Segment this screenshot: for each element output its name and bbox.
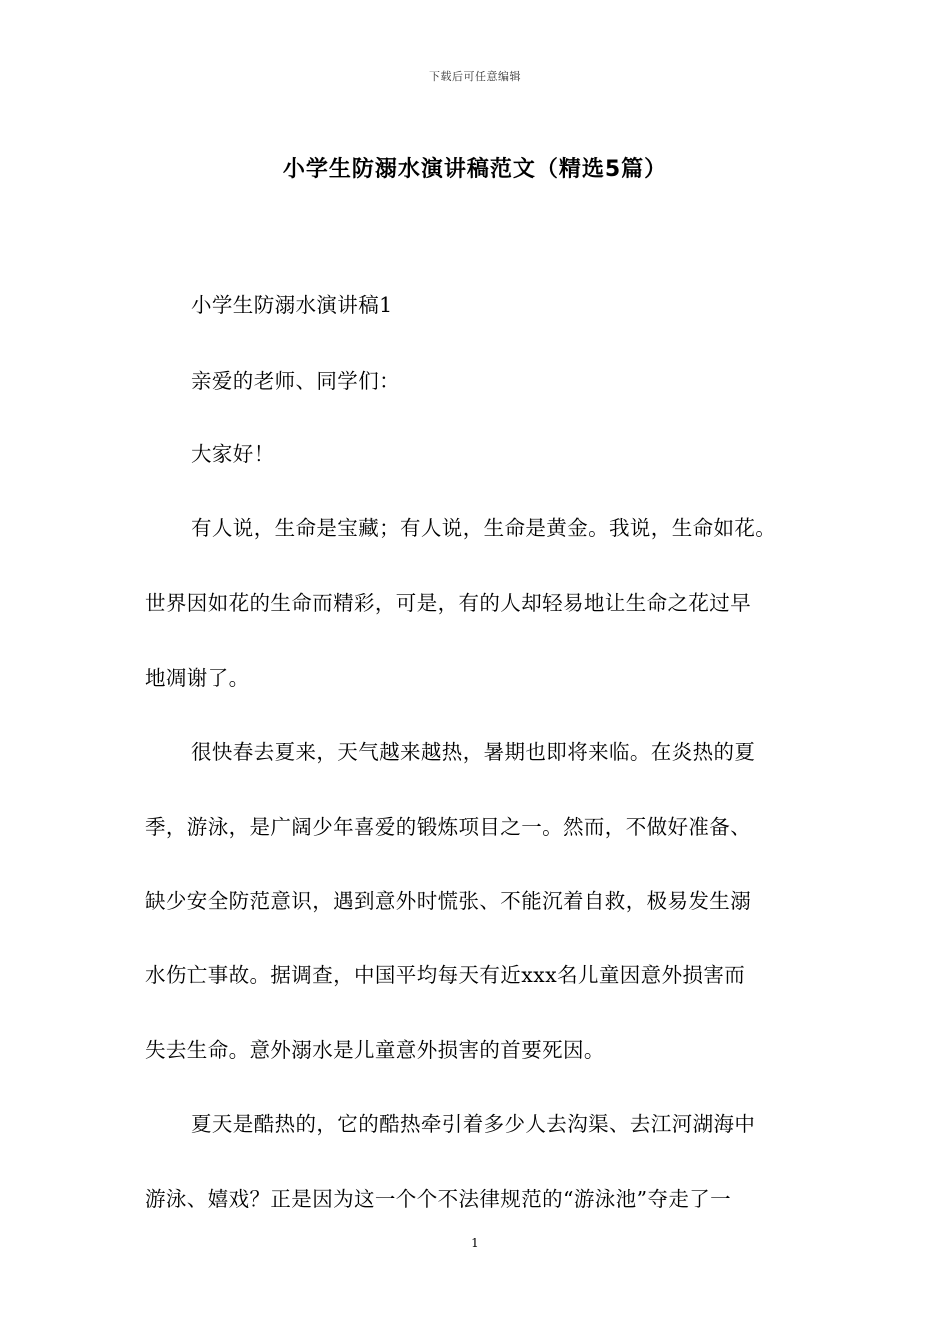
header-note: 下载后可任意编辑 [429,70,521,83]
section-heading: 小学生防溺水演讲稿1 [191,293,393,317]
paragraph-line: 有人说，生命是宝藏；有人说，生命是黄金。我说，生命如花。 [191,516,777,540]
paragraph-line: 夏天是酷热的，它的酷热牵引着多少人去沟渠、去江河湖海中 [191,1112,756,1136]
paragraph-line: 季，游泳，是广阔少年喜爱的锻炼项目之一。然而，不做好准备、 [145,815,752,839]
page-number: 1 [471,1236,479,1250]
paragraph-line: 世界因如花的生命而精彩，可是，有的人却轻易地让生命之花过早 [145,591,752,615]
paragraph-line: 缺少安全防范意识，遇到意外时慌张、不能沉着自救，极易发生溺 [145,889,752,913]
paragraph-line: 地凋谢了。 [145,666,250,690]
paragraph-line: 游泳、嬉戏？正是因为这一个个不法律规范的“游泳池”夺走了一 [145,1187,732,1211]
paragraph-line: 失去生命。意外溺水是儿童意外损害的首要死因。 [145,1038,605,1062]
salutation-line: 亲爱的老师、同学们： [191,369,400,393]
paragraph-line: 水伤亡事故。据调查，中国平均每天有近xxx名儿童因意外损害而 [145,963,746,987]
document-title: 小学生防溺水演讲稿范文（精选5篇） [282,157,668,182]
greeting-line: 大家好！ [191,442,275,466]
paragraph-line: 很快春去夏来，天气越来越热，暑期也即将来临。在炎热的夏 [191,740,756,764]
